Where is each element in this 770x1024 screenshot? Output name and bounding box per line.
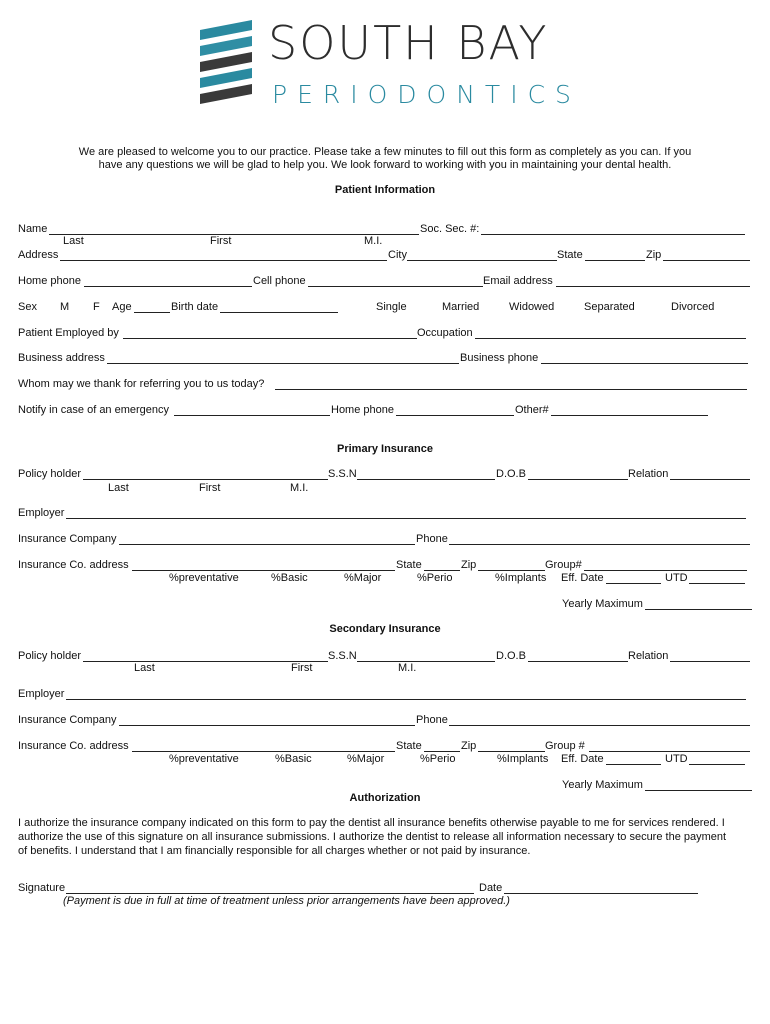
secondary-relation-field[interactable] [670,661,750,662]
age-field[interactable] [134,312,170,313]
authorization-line-3: of benefits. I understand that I am financially responsible for all charges whether or not paid by insurance. [18,845,531,857]
status-widowed-option[interactable]: Widowed [509,301,555,313]
name-first-caption: First [210,235,232,247]
emergency-home-phone-field[interactable] [396,415,514,416]
secondary-state-field[interactable] [424,751,460,752]
primary-group-field[interactable] [584,570,747,571]
primary-group-label: Group# [545,559,582,571]
emergency-other-label: Other# [515,404,549,416]
primary-phone-label: Phone [416,533,448,545]
zip-field[interactable] [663,260,750,261]
primary-basic-label: %Basic [271,572,308,584]
secondary-group-label: Group # [545,740,585,752]
primary-first-caption: First [199,482,221,494]
primary-insurance-heading: Primary Insurance [337,443,433,455]
emergency-other-field[interactable] [551,415,708,416]
secondary-basic-label: %Basic [275,753,312,765]
primary-state-field[interactable] [424,570,460,571]
secondary-utd-field[interactable] [689,764,745,765]
secondary-address-field[interactable] [132,751,395,752]
primary-company-field[interactable] [119,544,415,545]
primary-major-label: %Major [344,572,382,584]
secondary-utd-label: UTD [665,753,688,765]
signature-field[interactable] [66,893,474,894]
secondary-insurance-heading: Secondary Insurance [329,623,441,635]
primary-preventative-label: %preventative [169,572,239,584]
referral-label: Whom may we thank for referring you to us today? [18,378,265,390]
primary-yearly-max-field[interactable] [645,609,752,610]
primary-ssn-label: S.S.N [328,468,357,480]
secondary-dob-label: D.O.B [496,650,526,662]
secondary-perio-label: %Perio [420,753,456,765]
primary-last-caption: Last [108,482,129,494]
emergency-label: Notify in case of an emergency [18,404,170,416]
birth-date-label: Birth date [171,301,219,313]
payment-note: (Payment is due in full at time of treatment unless prior arrangements have been approved.) [63,895,510,907]
primary-address-label: Insurance Co. address [18,559,129,571]
primary-relation-field[interactable] [670,479,750,480]
sex-label: Sex [18,301,37,313]
occupation-field[interactable] [475,338,746,339]
authorization-heading: Authorization [349,792,421,804]
primary-company-label: Insurance Company [18,533,117,545]
secondary-phone-field[interactable] [449,725,750,726]
city-label: City [388,249,407,261]
intro-line-2: have any questions we will be glad to help you. We look forward to working with you in maintaining your dental health. [98,159,672,171]
name-last-caption: Last [63,235,84,247]
secondary-company-label: Insurance Company [18,714,117,726]
secondary-address-label: Insurance Co. address [18,740,129,752]
email-label: Email address [483,275,553,287]
secondary-eff-date-label: Eff. Date [561,753,604,765]
ssn-label: Soc. Sec. #: [420,223,480,235]
primary-implants-label: %Implants [495,572,547,584]
state-label: State [557,249,583,261]
primary-utd-field[interactable] [689,583,745,584]
address-label: Address [18,249,59,261]
logo-subtitle: PERIODONTICS [272,80,581,109]
primary-eff-date-field[interactable] [606,583,661,584]
emergency-field[interactable] [174,415,330,416]
secondary-company-field[interactable] [119,725,415,726]
date-label: Date [479,882,503,894]
secondary-employer-field[interactable] [66,699,746,700]
secondary-dob-field[interactable] [528,661,628,662]
occupation-label: Occupation [417,327,473,339]
status-married-option[interactable]: Married [442,301,480,313]
authorization-line-1: I authorize the insurance company indicated on this form to pay the dentist all insurance benefits otherwise payable to me for services rendered. I [18,817,725,829]
primary-dob-field[interactable] [528,479,628,480]
signature-label: Signature [18,882,66,894]
patient-information-heading: Patient Information [334,184,436,196]
business-phone-field[interactable] [541,363,748,364]
home-phone-label: Home phone [18,275,81,287]
email-field[interactable] [556,286,750,287]
ssn-field[interactable] [481,234,745,235]
secondary-policy-holder-label: Policy holder [18,650,81,662]
employed-by-field[interactable] [123,338,417,339]
secondary-group-field[interactable] [589,751,750,752]
primary-utd-label: UTD [665,572,688,584]
primary-relation-label: Relation [628,468,669,480]
primary-mi-caption: M.I. [290,482,309,494]
business-phone-label: Business phone [460,352,539,364]
status-divorced-option[interactable]: Divorced [671,301,715,313]
primary-phone-field[interactable] [449,544,750,545]
secondary-zip-label: Zip [461,740,477,752]
primary-policy-holder-label: Policy holder [18,468,81,480]
cell-phone-field[interactable] [308,286,483,287]
status-separated-option[interactable]: Separated [584,301,635,313]
primary-ssn-field[interactable] [357,479,495,480]
primary-zip-field[interactable] [478,570,545,571]
secondary-zip-field[interactable] [478,751,545,752]
secondary-ssn-label: S.S.N [328,650,357,662]
date-field[interactable] [504,893,698,894]
intro-line-1: We are pleased to welcome you to our practice. Please take a few minutes to fill out this form as completely as you can. If you [78,146,692,158]
state-field[interactable] [585,260,645,261]
secondary-first-caption: First [291,662,313,674]
name-label: Name [18,223,48,235]
authorization-line-2: authorize the use of this signature on all insurance submissions. I authorize the dentist to release all information necessary to secure the payment [18,831,727,843]
logo-title: SOUTH BAY [268,16,549,70]
secondary-preventative-label: %preventative [169,753,239,765]
primary-perio-label: %Perio [417,572,453,584]
secondary-yearly-max-field[interactable] [645,790,752,791]
primary-policy-holder-field[interactable] [83,479,328,480]
primary-yearly-max-label: Yearly Maximum [562,598,643,610]
secondary-yearly-max-label: Yearly Maximum [562,779,643,791]
sex-m-option[interactable]: M [60,301,70,313]
primary-employer-field[interactable] [66,518,746,519]
primary-state-label: State [396,559,422,571]
name-mi-caption: M.I. [364,235,383,247]
primary-address-field[interactable] [132,570,395,571]
secondary-state-label: State [396,740,422,752]
secondary-ssn-field[interactable] [357,661,495,662]
birth-date-field[interactable] [220,312,338,313]
business-address-label: Business address [18,352,105,364]
zip-label: Zip [646,249,662,261]
city-field[interactable] [407,260,557,261]
secondary-eff-date-field[interactable] [606,764,661,765]
primary-eff-date-label: Eff. Date [561,572,604,584]
home-phone-field[interactable] [84,286,252,287]
secondary-employer-label: Employer [18,688,65,700]
secondary-major-label: %Major [347,753,385,765]
sex-f-option[interactable]: F [93,301,100,313]
logo-mark-icon [196,18,256,113]
age-label: Age [112,301,132,313]
secondary-implants-label: %Implants [497,753,549,765]
primary-dob-label: D.O.B [496,468,526,480]
status-single-option[interactable]: Single [376,301,407,313]
employed-by-label: Patient Employed by [18,327,119,339]
address-field[interactable] [60,260,387,261]
secondary-mi-caption: M.I. [398,662,417,674]
cell-phone-label: Cell phone [253,275,306,287]
business-address-field[interactable] [107,363,459,364]
secondary-last-caption: Last [134,662,155,674]
referral-field[interactable] [275,389,747,390]
emergency-home-phone-label: Home phone [331,404,394,416]
secondary-relation-label: Relation [628,650,669,662]
primary-zip-label: Zip [461,559,477,571]
secondary-phone-label: Phone [416,714,448,726]
primary-employer-label: Employer [18,507,65,519]
